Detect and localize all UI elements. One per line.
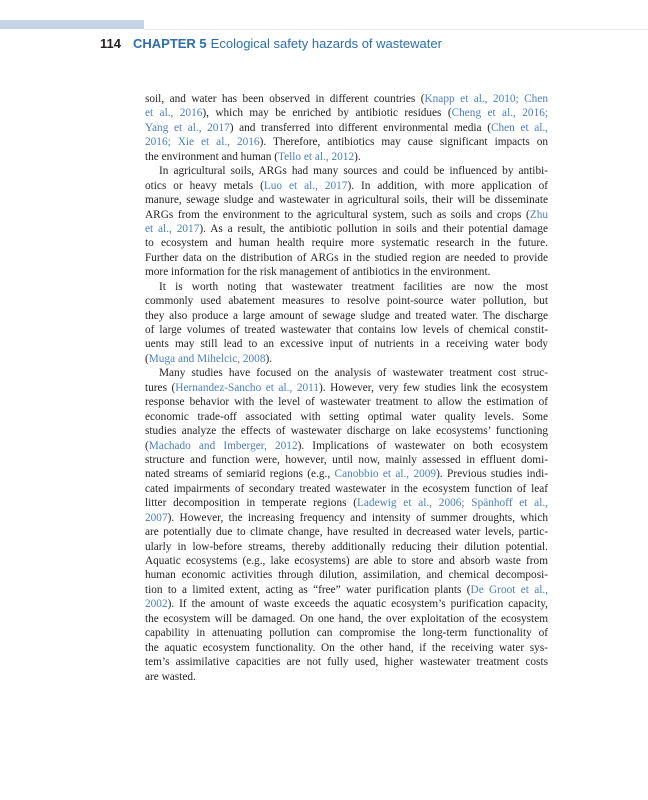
text-line [145, 208, 548, 222]
text-line [145, 92, 548, 106]
text-line [145, 323, 548, 337]
text-line [145, 670, 548, 684]
text-run: tures ( [145, 381, 176, 394]
text-run: manure, sewage sludge and wastewater in agricultural soils, their will be disseminate [145, 194, 548, 207]
text-line [145, 251, 548, 265]
chapter-title: Ecological safety hazards of wastewater [210, 36, 442, 51]
text-run: ). In addition, with more application of [347, 179, 548, 192]
text-run: cated impairments of secondary treated wastewater in the ecosystem function of leaf [145, 482, 548, 495]
text-run: ). Previous studies indi- [436, 468, 548, 481]
text-run: capability in attenuating pollution can compromise the long-term functionality of [145, 627, 548, 640]
text-run: otics or heavy metals ( [145, 179, 264, 192]
text-line [145, 193, 548, 207]
text-run: uents may still lead to an excessive input of nutrients in a receiving water body [145, 338, 548, 351]
text-line [145, 554, 548, 568]
text-run: response behavior with the level of wastewater treatment to allow the estimation of [145, 396, 548, 409]
header-rule [144, 29, 648, 30]
text-run: ). [265, 352, 273, 365]
text-run: more information for the risk management of antibiotics in the environment. [145, 266, 491, 279]
citation-link[interactable]: Tello et al., 2012 [278, 150, 355, 163]
text-line [145, 236, 548, 250]
text-line [145, 439, 548, 453]
citation-link[interactable]: Muga and Mihelcic, 2008 [148, 352, 266, 365]
text-line [145, 265, 548, 279]
citation-link[interactable]: et al., 2017 [145, 222, 200, 235]
text-line [145, 395, 548, 409]
citation-link[interactable]: Cheng et al., 2016; [451, 107, 548, 120]
citation-link[interactable]: 2002 [145, 598, 168, 611]
citation-link[interactable]: Zhu [529, 208, 548, 221]
text-run: of large volumes of treated wastewater that contains low levels of chemical constit- [145, 324, 548, 336]
text-line [145, 655, 548, 669]
text-run: soil, and water has been observed in different countries ( [145, 93, 425, 105]
citation-link[interactable]: Yang et al., 2017 [145, 121, 230, 134]
text-line [145, 309, 548, 323]
text-run: human economic activities through dilution, assimilation, and chemical decomposi- [145, 569, 548, 582]
citation-link[interactable]: 2016; Xie et al., 2016 [145, 136, 260, 149]
text-line [145, 511, 548, 525]
header-accent-bar [0, 20, 144, 29]
text-run: ). Therefore, antibiotics may cause significant impacts on [259, 136, 548, 149]
text-line [145, 482, 548, 496]
text-run: are potentially due to climate change, have resulted in decreased water levels, partic- [145, 526, 548, 539]
page-number: 114 [100, 36, 121, 51]
text-run: are wasted. [145, 670, 196, 683]
text-run: structure and function were, however, until now, mainly assessed in effluent domi- [145, 453, 548, 466]
text-line [145, 626, 548, 640]
text-line [145, 568, 548, 582]
text-line [145, 424, 548, 438]
text-line [145, 410, 548, 424]
running-header [100, 35, 442, 53]
citation-link[interactable]: Ladewig et al., 2006; Spänhoff et al., [357, 497, 548, 510]
text-run: ). However, the increasing frequency and intensity of summer droughts, which [167, 511, 548, 524]
text-run: ). If the amount of waste exceeds the aquatic ecosystem’s purification capacity, [167, 598, 548, 611]
text-run: Aquatic ecosystems (e.g., lake ecosystems) are able to store and absorb waste from [145, 555, 548, 567]
citation-link[interactable]: et al., 2016 [145, 107, 203, 120]
text-run: Many studies have focused on the analysis of wastewater treatment cost struc- [159, 367, 548, 380]
text-run: ) and transferred into different environmental media ( [229, 121, 491, 134]
citation-link[interactable]: Hernandez-Sancho et al., 2011 [175, 381, 319, 394]
text-line [145, 164, 548, 178]
citation-link[interactable]: 2007 [145, 511, 168, 524]
text-run: ), which may be enriched by antibiotic residues ( [202, 107, 452, 120]
text-run: tion to a limited extent, acting as “free” water purification plants ( [145, 583, 471, 596]
chapter-label: CHAPTER 5 [132, 36, 207, 51]
text-run: tem’s assimilative capacities are not fully used, higher wastewater treatment costs [145, 656, 548, 669]
text-run: studies analyze the effects of wastewater discharge on lake ecosystems’ functioning [145, 425, 548, 438]
text-run: ularly in low-before streams, thereby additionally reducing their dilution potential. [145, 540, 548, 553]
text-run: they also produce a large amount of sewage sludge and treated water. The discharge [145, 309, 548, 322]
text-run: ). [354, 150, 361, 163]
text-run: ( [145, 439, 149, 452]
citation-link[interactable]: De Groot et al., [470, 583, 548, 596]
text-line [145, 641, 548, 655]
citation-link[interactable]: Machado and Imberger, 2012 [148, 439, 298, 452]
citation-link[interactable]: Luo et al., 2017 [263, 179, 348, 192]
text-run: to ecosystem and human health require more systematic research in the future. [145, 237, 548, 250]
text-run: nated streams of semiarid regions (e.g., [145, 468, 335, 481]
text-run: ARGs from the environment to the agricultural system, such as soils and crops ( [145, 208, 530, 221]
text-run: the environment and human ( [145, 150, 279, 163]
text-line [145, 106, 548, 120]
text-run: ). As a result, the antibiotic pollution in soils and their potential damage [199, 222, 548, 235]
text-line [145, 121, 548, 135]
text-line [145, 583, 548, 597]
text-run: commonly used abatement measures to resolve point-source water pollution, but [145, 295, 548, 308]
text-line [145, 337, 548, 351]
text-run: It is worth noting that wastewater treatment facilities are now the most [159, 280, 548, 293]
text-line [145, 352, 548, 366]
text-line [145, 453, 548, 467]
text-line [145, 612, 548, 626]
citation-link[interactable]: Chen et al., [490, 121, 549, 134]
text-line [145, 135, 548, 149]
text-run: the aquatic ecosystem functionality. On the other hand, if the receiving water sys- [145, 641, 548, 654]
text-run: Further data on the distribution of ARGs in the studied region are needed to provide [145, 251, 548, 264]
text-line [145, 150, 548, 164]
text-run: litter decomposition in temperate regions ( [145, 497, 358, 510]
text-line [145, 179, 548, 193]
text-run: In agricultural soils, ARGs had many sources and could be influenced by antibi- [159, 165, 548, 178]
text-line [145, 366, 548, 380]
text-run: ). However, very few studies link the ecosystem [319, 381, 549, 394]
text-line [145, 525, 548, 539]
text-line [145, 280, 548, 294]
text-line [145, 496, 548, 510]
text-line [145, 294, 548, 308]
text-line [145, 540, 548, 554]
citation-link[interactable]: Knapp et al., 2010; Chen [424, 93, 548, 105]
text-line [145, 381, 548, 395]
text-line [145, 222, 548, 236]
text-run: ). Implications of wastewater on both ecosystem [297, 439, 548, 452]
text-line [145, 597, 548, 611]
text-run: ( [145, 352, 149, 365]
text-line [145, 467, 548, 481]
text-run: economic trade-off associated with setting optimal water quality levels. Some [145, 410, 548, 423]
text-run: the ecosystem will be damaged. On one hand, the over exploitation of the ecosystem [145, 612, 548, 625]
citation-link[interactable]: Canobbio et al., 2009 [334, 468, 437, 481]
body-text [145, 92, 548, 684]
